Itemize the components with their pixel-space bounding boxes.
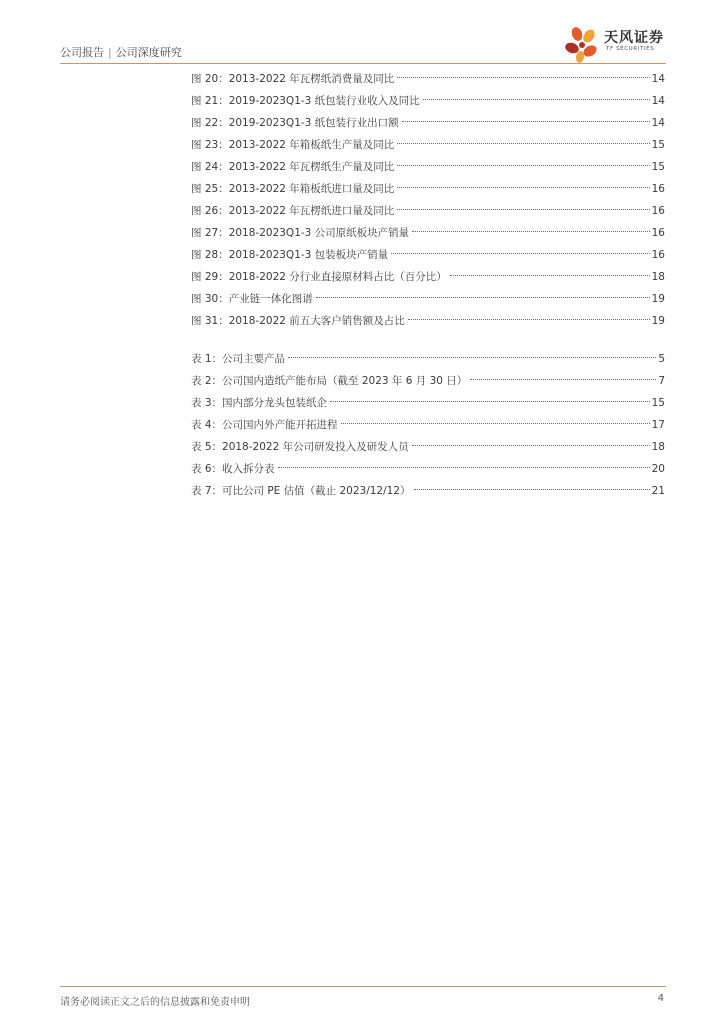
toc-entry-title: 表 2：公司国内造纸产能布局（截至 2023 年 6 月 30 日）: [191, 375, 468, 387]
toc-entry-title: 图 28：2018-2023Q1-3 包装板块产销量: [191, 249, 389, 261]
toc-entry-page: 5: [658, 353, 665, 365]
figure-toc-entry[interactable]: [191, 200, 665, 222]
toc-entry-title: 表 3：国内部分龙头包装纸企: [191, 397, 328, 409]
dot-leader: [414, 489, 650, 490]
table-toc-entry[interactable]: [191, 414, 665, 436]
dot-leader: [412, 231, 649, 232]
toc-entry-page: 18: [651, 271, 665, 283]
page-header: [60, 30, 666, 64]
toc-entry-page: 16: [651, 227, 665, 239]
toc-entry-page: 14: [651, 95, 665, 107]
figure-toc-entry[interactable]: [191, 90, 665, 112]
table-toc-entry[interactable]: [191, 392, 665, 414]
toc-entry-page: 15: [651, 139, 665, 151]
toc-entry-page: 21: [651, 485, 665, 497]
toc-entry-page: 16: [651, 205, 665, 217]
toc-entry-page: 15: [651, 397, 665, 409]
figure-toc-entry[interactable]: [191, 288, 665, 310]
figure-list: [191, 68, 665, 332]
figure-toc-entry[interactable]: [191, 266, 665, 288]
dot-leader: [391, 253, 649, 254]
dot-leader: [470, 379, 656, 380]
toc-entry-title: 图 25：2013-2022 年箱板纸进口量及同比: [191, 183, 395, 195]
toc-entry-title: 图 24：2013-2022 年瓦楞纸生产量及同比: [191, 161, 395, 173]
table-toc-entry[interactable]: [191, 458, 665, 480]
table-toc-entry[interactable]: [191, 370, 665, 392]
logo-chinese-name: 天风证券: [604, 30, 664, 46]
toc-entry-page: 16: [651, 183, 665, 195]
toc-entry-page: 16: [651, 249, 665, 261]
toc-entry-title: 表 4：公司国内外产能开拓进程: [191, 419, 338, 431]
figure-toc-entry[interactable]: [191, 68, 665, 90]
brand-logo: [562, 24, 666, 64]
figure-toc-entry[interactable]: [191, 244, 665, 266]
header-divider: [60, 63, 666, 64]
dot-leader: [402, 121, 650, 122]
footer-divider: [60, 986, 666, 987]
toc-entry-title: 表 7：可比公司 PE 估值（截止 2023/12/12）: [191, 485, 411, 497]
toc-entry-title: 图 23：2013-2022 年箱板纸生产量及同比: [191, 139, 395, 151]
figure-toc-entry[interactable]: [191, 310, 665, 332]
toc-entry-title: 表 1：公司主要产品: [191, 353, 286, 365]
toc-entry-page: 14: [651, 73, 665, 85]
dot-leader: [316, 297, 650, 298]
breadcrumb-separator: |: [108, 46, 112, 59]
breadcrumb-report-type: 公司报告: [60, 46, 104, 59]
dot-leader: [397, 77, 649, 78]
dot-leader: [450, 275, 650, 276]
toc-entry-title: 图 27：2018-2023Q1-3 公司原纸板块产销量: [191, 227, 410, 239]
logo-english-name: TF SECURITIES: [606, 46, 655, 52]
table-toc-entry[interactable]: [191, 348, 665, 370]
dot-leader: [397, 209, 649, 210]
toc-entry-title: 图 22：2019-2023Q1-3 纸包装行业出口额: [191, 117, 399, 129]
figure-toc-entry[interactable]: [191, 134, 665, 156]
toc-entry-title: 图 21：2019-2023Q1-3 纸包装行业收入及同比: [191, 95, 420, 107]
dot-leader: [330, 401, 650, 402]
page-number: 4: [657, 993, 664, 1004]
breadcrumb-report-category: 公司深度研究: [115, 46, 182, 59]
dot-leader: [397, 143, 649, 144]
toc-entry-page: 7: [658, 375, 665, 387]
table-toc-entry[interactable]: [191, 436, 665, 458]
dot-leader: [423, 99, 650, 100]
toc-entry-page: 19: [651, 315, 665, 327]
toc-entry-title: 图 20：2013-2022 年瓦楞纸消费量及同比: [191, 73, 395, 85]
toc-entry-page: 15: [651, 161, 665, 173]
dot-leader: [397, 187, 649, 188]
dot-leader: [397, 165, 649, 166]
toc-entry-page: 14: [651, 117, 665, 129]
dot-leader: [278, 467, 650, 468]
toc-entry-page: 20: [651, 463, 665, 475]
dot-leader: [288, 357, 656, 358]
breadcrumb: [60, 44, 182, 60]
toc-entry-title: 图 30：产业链一体化图谱: [191, 293, 313, 305]
figure-toc-entry[interactable]: [191, 178, 665, 200]
dot-leader: [341, 423, 650, 424]
toc-entry-title: 图 31：2018-2022 前五大客户销售额及占比: [191, 315, 405, 327]
table-list: [191, 348, 665, 502]
dot-leader: [412, 445, 650, 446]
toc-entry-page: 18: [651, 441, 665, 453]
toc-entry-page: 19: [651, 293, 665, 305]
footer-disclaimer: 请务必阅读正文之后的信息披露和免责申明: [60, 997, 250, 1008]
toc-entry-title: 表 5：2018-2022 年公司研发投入及研发人员: [191, 441, 409, 453]
figure-toc-entry[interactable]: [191, 156, 665, 178]
toc-entry-title: 图 29：2018-2022 分行业直接原材料占比（百分比）: [191, 271, 447, 283]
toc-entry-title: 表 6：收入拆分表: [191, 463, 275, 475]
flower-logo-icon: [562, 24, 602, 64]
figure-toc-entry[interactable]: [191, 222, 665, 244]
figure-toc-entry[interactable]: [191, 112, 665, 134]
table-toc-entry[interactable]: [191, 480, 665, 502]
toc-entry-page: 17: [651, 419, 665, 431]
dot-leader: [408, 319, 650, 320]
toc-entry-title: 图 26：2013-2022 年瓦楞纸进口量及同比: [191, 205, 395, 217]
